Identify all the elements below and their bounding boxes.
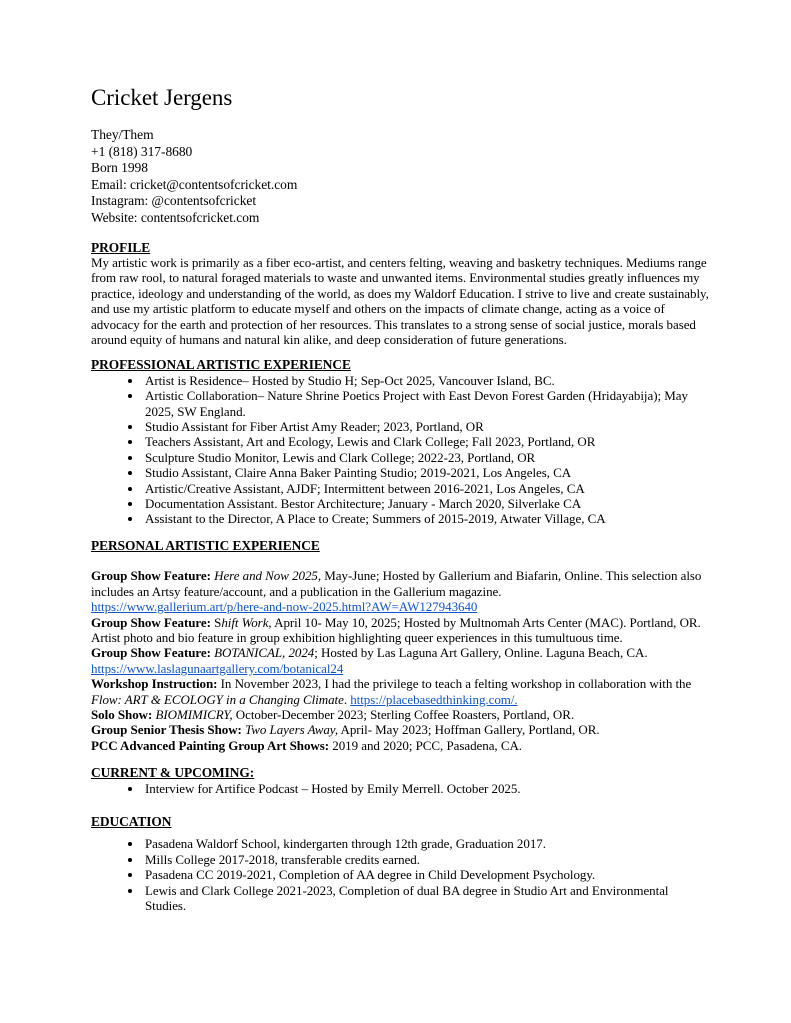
profile-text: My artistic work is primarily as a fiber eco-artist, and centers felting, weaving and basketry techniques. Mediums range from raw rool, to natural foraged materials to waste and unwanted items. Environmental studies greatly influences my practice, ideology and understanding of the world, as does my Waldorf Education. I strive to live and create sustainably, and use my artistic platform to educate myself and others on the impacts of climate change, acting as a voice of advocacy for the earth and protection of her resources. This translates to a strong sense of social justice, morals based around equity of humans and natural kin alike, and deep consideration of future generations. (91, 254, 709, 347)
section-heading-profile: PROFILE (91, 239, 151, 255)
entry-label: Workshop Instruction: (91, 676, 218, 692)
section-profile (91, 240, 711, 348)
entry-solo-show (91, 707, 711, 722)
contact-line-website: Website: contentsofcricket.com (91, 209, 260, 225)
entry-title: BOTANICAL, 2024 (210, 645, 315, 661)
entry-title: hift Work, (221, 614, 272, 630)
section-heading-personal: PERSONAL ARTISTIC EXPERIENCE (91, 537, 320, 553)
laslaguna-link[interactable]: https://www.laslagunaartgallery.com/botanical24 (91, 660, 344, 676)
entry-text: May-June; Hosted by Gallerium and Biafarin, Online. This selection also includes an Artsy feature/account, and a publication in the Gallerium magazine. (91, 568, 702, 599)
section-heading-professional: PROFESSIONAL ARTISTIC EXPERIENCE (91, 357, 351, 373)
list-item: • Artist is Residence– Hosted by Studio H; Sep-Oct 2025, Vancouver Island, BC. (143, 373, 711, 388)
list-item: • Artistic Collaboration– Nature Shrine Poetics Project with East Devon Forest Garden (Hridayabija); May 2025, SW England. (143, 388, 711, 419)
person-name: Cricket Jergens (91, 85, 233, 110)
entry-text: October-December 2023; Sterling Coffee Roasters, Portland, OR. (232, 706, 575, 722)
entry-text: S (210, 614, 222, 630)
contact-block (91, 127, 711, 227)
entry-text: In November 2023, I had the privilege to teach a felting workshop in collaboration with the (217, 676, 692, 692)
entry-label: Solo Show: (91, 706, 153, 722)
section-heading-education: EDUCATION (91, 813, 172, 829)
entry-link-line (91, 599, 711, 614)
entry-text: . (343, 691, 351, 707)
list-item: • Teachers Assistant, Art and Ecology, Lewis and Clark College; Fall 2023, Portland, OR (143, 434, 711, 449)
contact-line-born: Born 1998 (91, 160, 148, 176)
list-item: • Sculpture Studio Monitor, Lewis and Clark College; 2022-23, Portland, OR (143, 450, 711, 465)
list-item: • Studio Assistant, Claire Anna Baker Painting Studio; 2019-2021, Los Angeles, CA (143, 465, 711, 480)
list-item: • Lewis and Clark College 2021-2023, Completion of dual BA degree in Studio Art and Environmental Studies. (143, 883, 711, 914)
entry-workshop (91, 676, 711, 707)
list-item: • Pasadena Waldorf School, kindergarten through 12th grade, Graduation 2017. (143, 836, 711, 851)
list-item: • Assistant to the Director, A Place to Create; Summers of 2015-2019, Atwater Village, CA (143, 511, 711, 526)
list-item: • Documentation Assistant. Bestor Architecture; January - March 2020, Silverlake CA (143, 496, 711, 511)
entry-text: ; Hosted by Las Laguna Art Gallery, Online. Laguna Beach, CA. (314, 645, 648, 661)
section-heading-current: CURRENT & UPCOMING: (91, 765, 255, 781)
list-item: • Interview for Artifice Podcast – Hosted by Emily Merrell. October 2025. (143, 781, 711, 796)
list-item: • Pasadena CC 2019-2021, Completion of AA degree in Child Development Psychology. (143, 867, 711, 882)
entry-pcc-shows (91, 738, 711, 753)
contact-line-instagram: Instagram: @contentsofcricket (91, 193, 257, 209)
section-professional-experience (91, 357, 711, 526)
entry-title: Flow: ART & ECOLOGY in a Changing Climate (91, 691, 344, 707)
entry-thesis-show (91, 722, 711, 737)
contact-line-pronouns: They/Them (91, 127, 154, 142)
entry-label: Group Show Feature: (91, 614, 211, 630)
entry-label: PCC Advanced Painting Group Art Shows: (91, 737, 330, 753)
entry-botanical (91, 645, 711, 660)
entry-shift-work (91, 615, 711, 646)
gallerium-link[interactable]: https://www.gallerium.art/p/here-and-now-2025.html?AW=AW127943640 (91, 599, 478, 615)
entry-here-and-now (91, 568, 711, 599)
contact-line-email: Email: cricket@contentsofcricket.com (91, 176, 298, 192)
placebasedthinking-link[interactable]: https://placebasedthinking.com/. (350, 691, 518, 707)
list-item: • Studio Assistant for Fiber Artist Amy Reader; 2023, Portland, OR (143, 419, 711, 434)
entry-title: Two Layers Away, (241, 722, 339, 738)
entry-label: Group Show Feature: (91, 645, 211, 661)
contact-line-phone: +1 (818) 317-8680 (91, 143, 193, 159)
professional-experience-list (91, 373, 711, 527)
entry-link-line (91, 661, 711, 676)
entry-label: Group Show Feature: (91, 568, 211, 584)
section-personal-experience (91, 538, 711, 753)
section-current-upcoming (91, 765, 711, 796)
entry-title: BIOMIMICRY, (152, 706, 233, 722)
list-item: • Artistic/Creative Assistant, AJDF; Intermittent between 2016-2021, Los Angeles, CA (143, 481, 711, 496)
entry-label: Group Senior Thesis Show: (91, 722, 242, 738)
current-upcoming-list (91, 781, 711, 796)
list-item: • Mills College 2017-2018, transferable credits earned. (143, 852, 711, 867)
entry-text: April- May 2023; Hoffman Gallery, Portland, OR. (338, 722, 600, 738)
personal-entries (91, 568, 711, 753)
entry-title: Here and Now 2025, (210, 568, 322, 584)
education-list (91, 836, 711, 913)
section-education (91, 814, 711, 913)
entry-text: 2019 and 2020; PCC, Pasadena, CA. (329, 737, 522, 753)
entry-text: April 10- May 10, 2025; Hosted by Multnomah Arts Center (MAC). Portland, OR. Artist photo and bio feature in group exhibition highlighting queer experiences in this tumultuous time. (91, 614, 701, 645)
